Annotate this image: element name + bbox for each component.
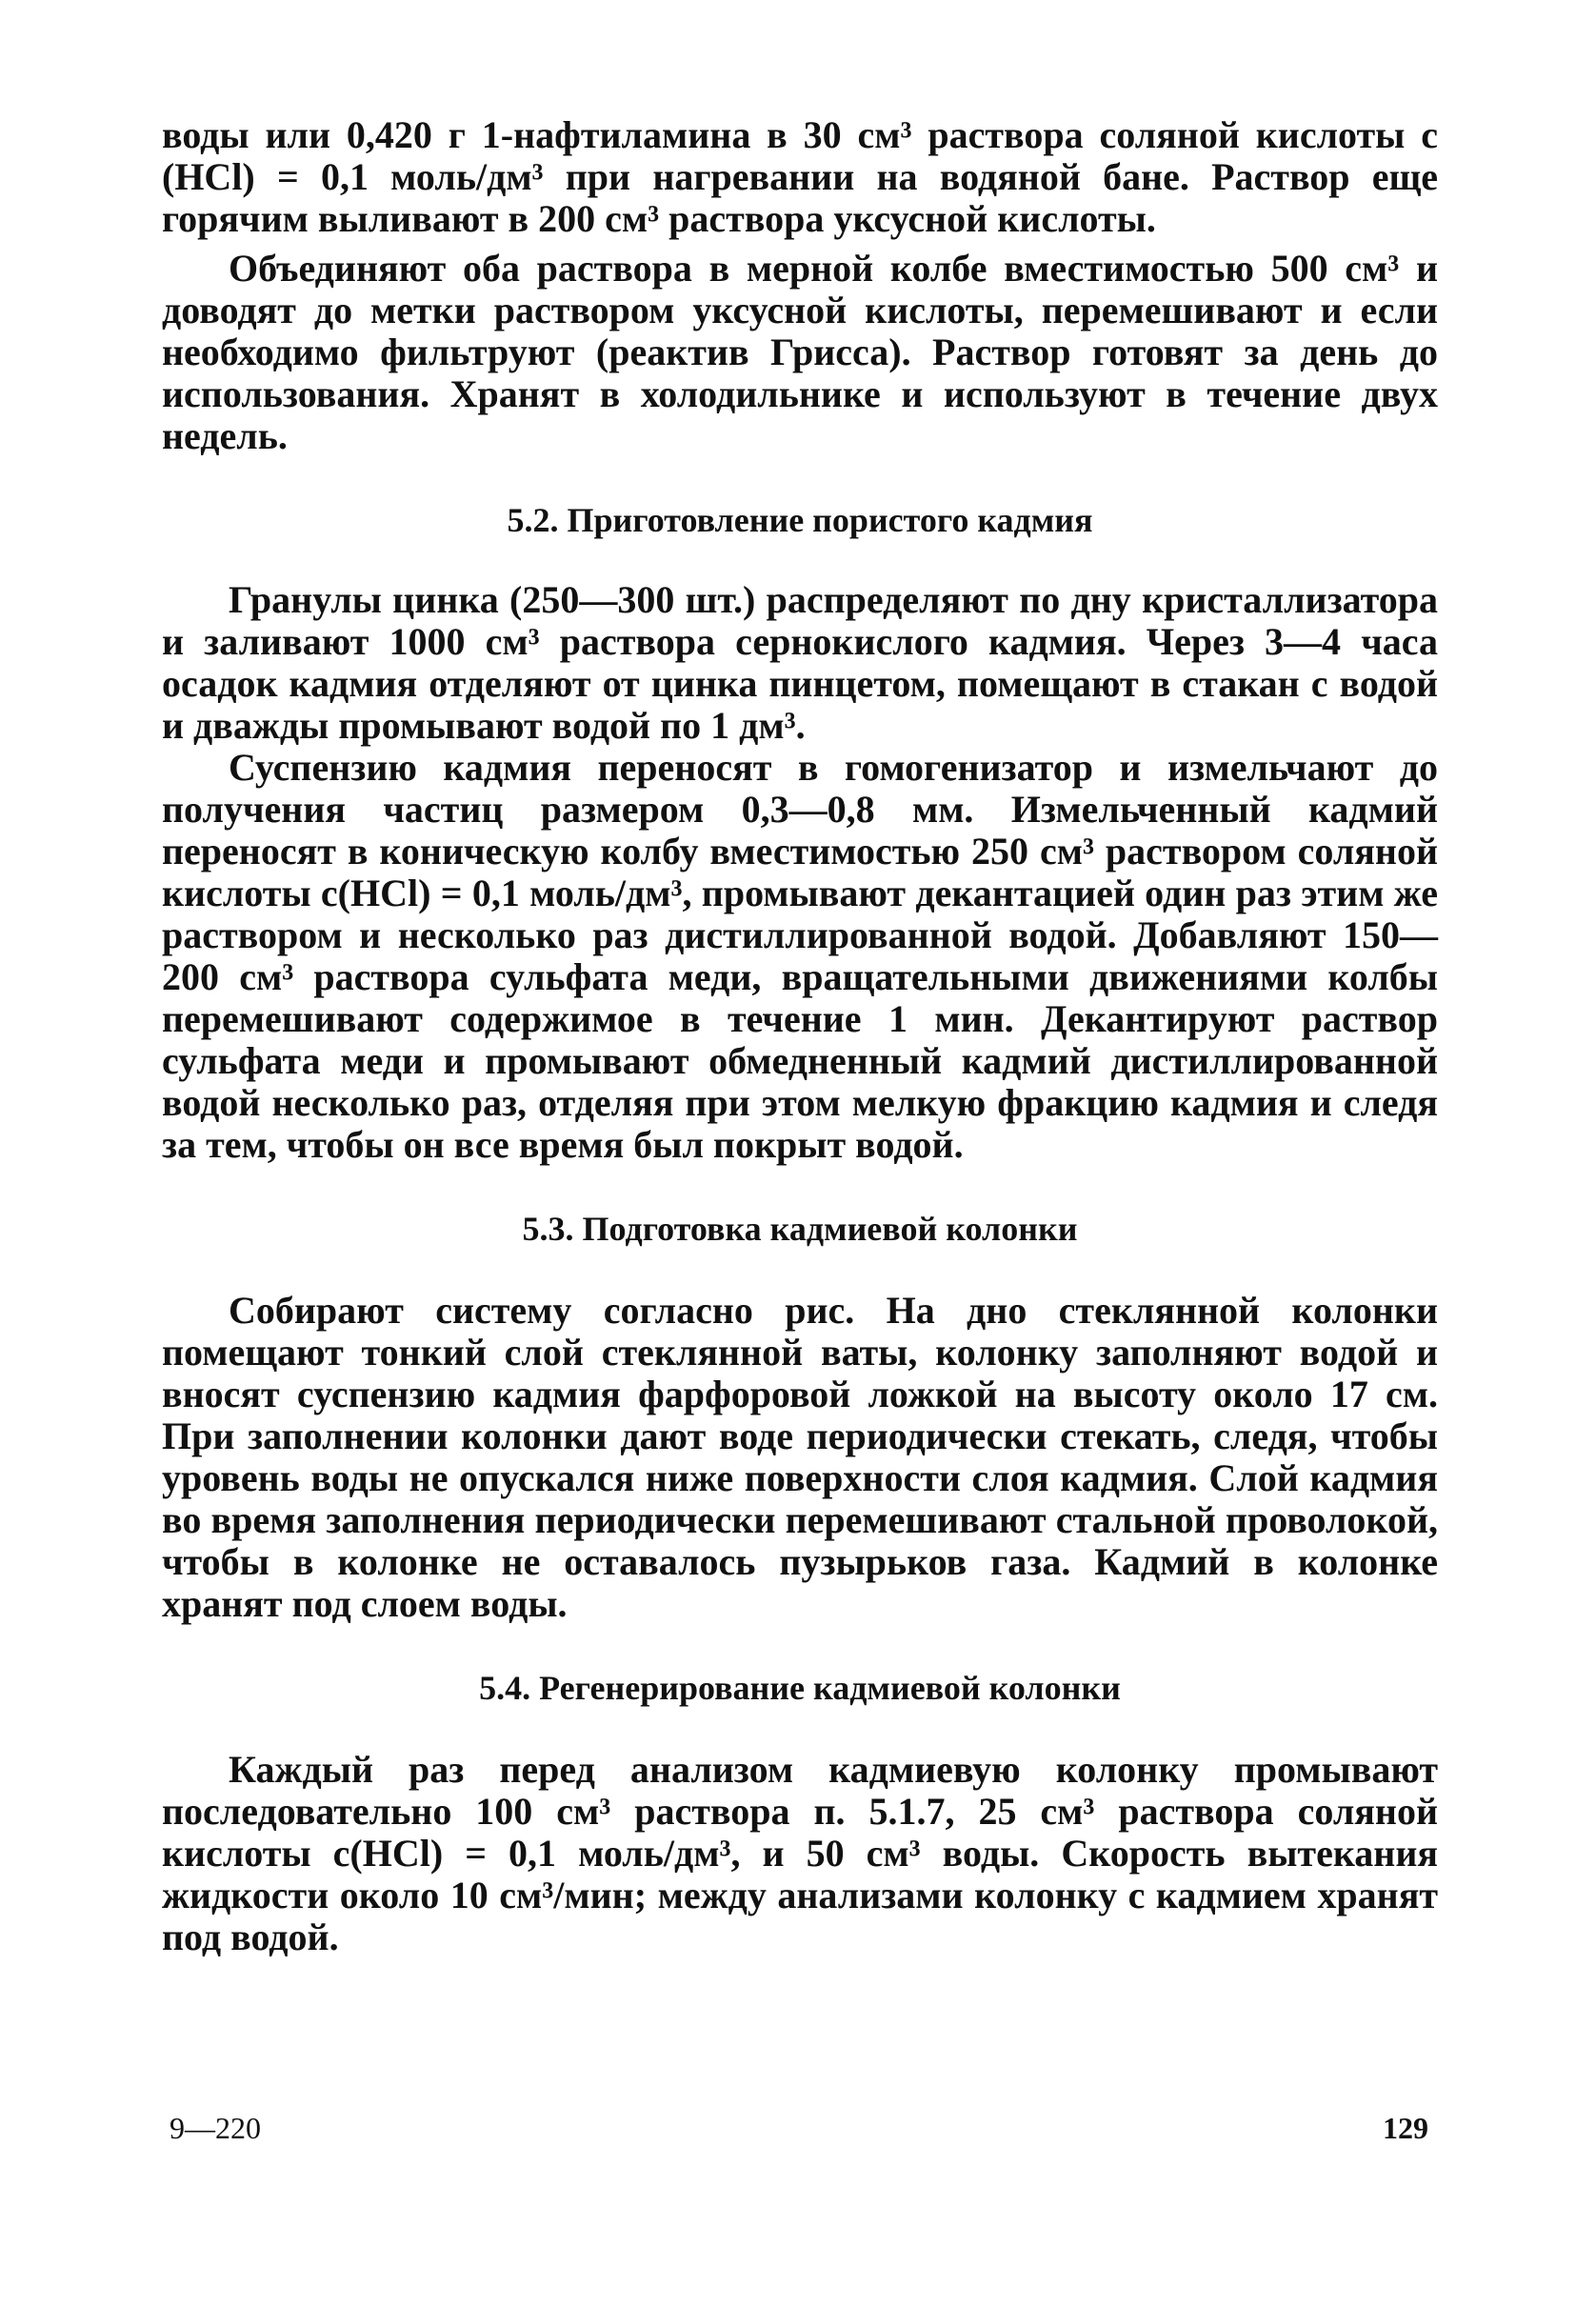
section-heading-5-2: 5.2. Приготовление пористого кадмия xyxy=(507,501,1093,539)
paragraph-continuation: воды или 0,420 г 1-нафтиламина в 30 см³ раствора соляной кислоты с (HCl) = 0,1 моль/дм³ при нагревании на водяной бане. Раствор еще горячим выливают в 200 см³ раствора уксусной кислоты. xyxy=(162,113,1438,240)
page-number: 129 xyxy=(1383,2111,1428,2145)
paragraph-zinc-granules: Гранулы цинка (250—300 шт.) распределяют по дну кристаллизатора и заливают 1000 см³ раствора сернокислого кадмия. Через 3—4 часа осадок кадмия отделяют от цинка пинцетом, помещают в стакан с водой и дважды промывают водой по 1 дм³. xyxy=(162,578,1438,747)
section-heading-5-4: 5.4. Регенерирование кадмиевой колонки xyxy=(479,1669,1121,1707)
printer-signature: 9—220 xyxy=(170,2111,261,2145)
section-heading-5-3: 5.3. Подготовка кадмиевой колонки xyxy=(522,1210,1078,1248)
paragraph-column-assembly: Собирают систему согласно рис. На дно стеклянной колонки помещают тонкий слой стеклянной ваты, колонку заполняют водой и вносят суспензию кадмия фарфоровой ложкой на высоту около 17 см. При заполнении колонки дают воде периодически стекать, следя, чтобы уровень воды не опускался ниже поверхности слоя кадмия. Слой кадмия во время заполнения периодически перемешивают стальной проволокой, чтобы в колонке не оставалось пузырьков газа. Кадмий в колонке хранят под слоем воды. xyxy=(162,1289,1438,1625)
paragraph-column-regeneration: Каждый раз перед анализом кадмиевую колонку промывают последовательно 100 см³ раствора п. 5.1.7, 25 см³ раствора соляной кислоты с(HCl) = 0,1 моль/дм³, и 50 см³ воды. Скорость вытекания жидкости около 10 см³/мин; между анализами колонку с кадмием хранят под водой. xyxy=(162,1748,1438,1958)
paragraph-combine-solutions: Объединяют оба раствора в мерной колбе вместимостью 500 см³ и доводят до метки раствором уксусной кислоты, перемешивают и если необходимо фильтруют (реактив Грисса). Раствор готовят за день до использования. Хранят в холодильнике и используют в течение двух недель. xyxy=(162,247,1438,457)
paragraph-cadmium-suspension: Суспензию кадмия переносят в гомогенизатор и измельчают до получения частиц размером 0,3—0,8 мм. Измельченный кадмий переносят в коническую колбу вместимостью 250 см³ раствором соляной кислоты с(HCl) = 0,1 моль/дм³, промывают декантацией один раз этим же раствором и несколько раз дистиллированной водой. Добавляют 150—200 см³ раствора сульфата меди, вращательными движениями колбы перемешивают содержимое в течение 1 мин. Декантируют раствор сульфата меди и промывают обмедненный кадмий дистиллированной водой несколько раз, отделяя при этом мелкую фракцию кадмия и следя за тем, чтобы он все время был покрыт водой. xyxy=(162,746,1438,1166)
page-body xyxy=(162,114,1438,1958)
